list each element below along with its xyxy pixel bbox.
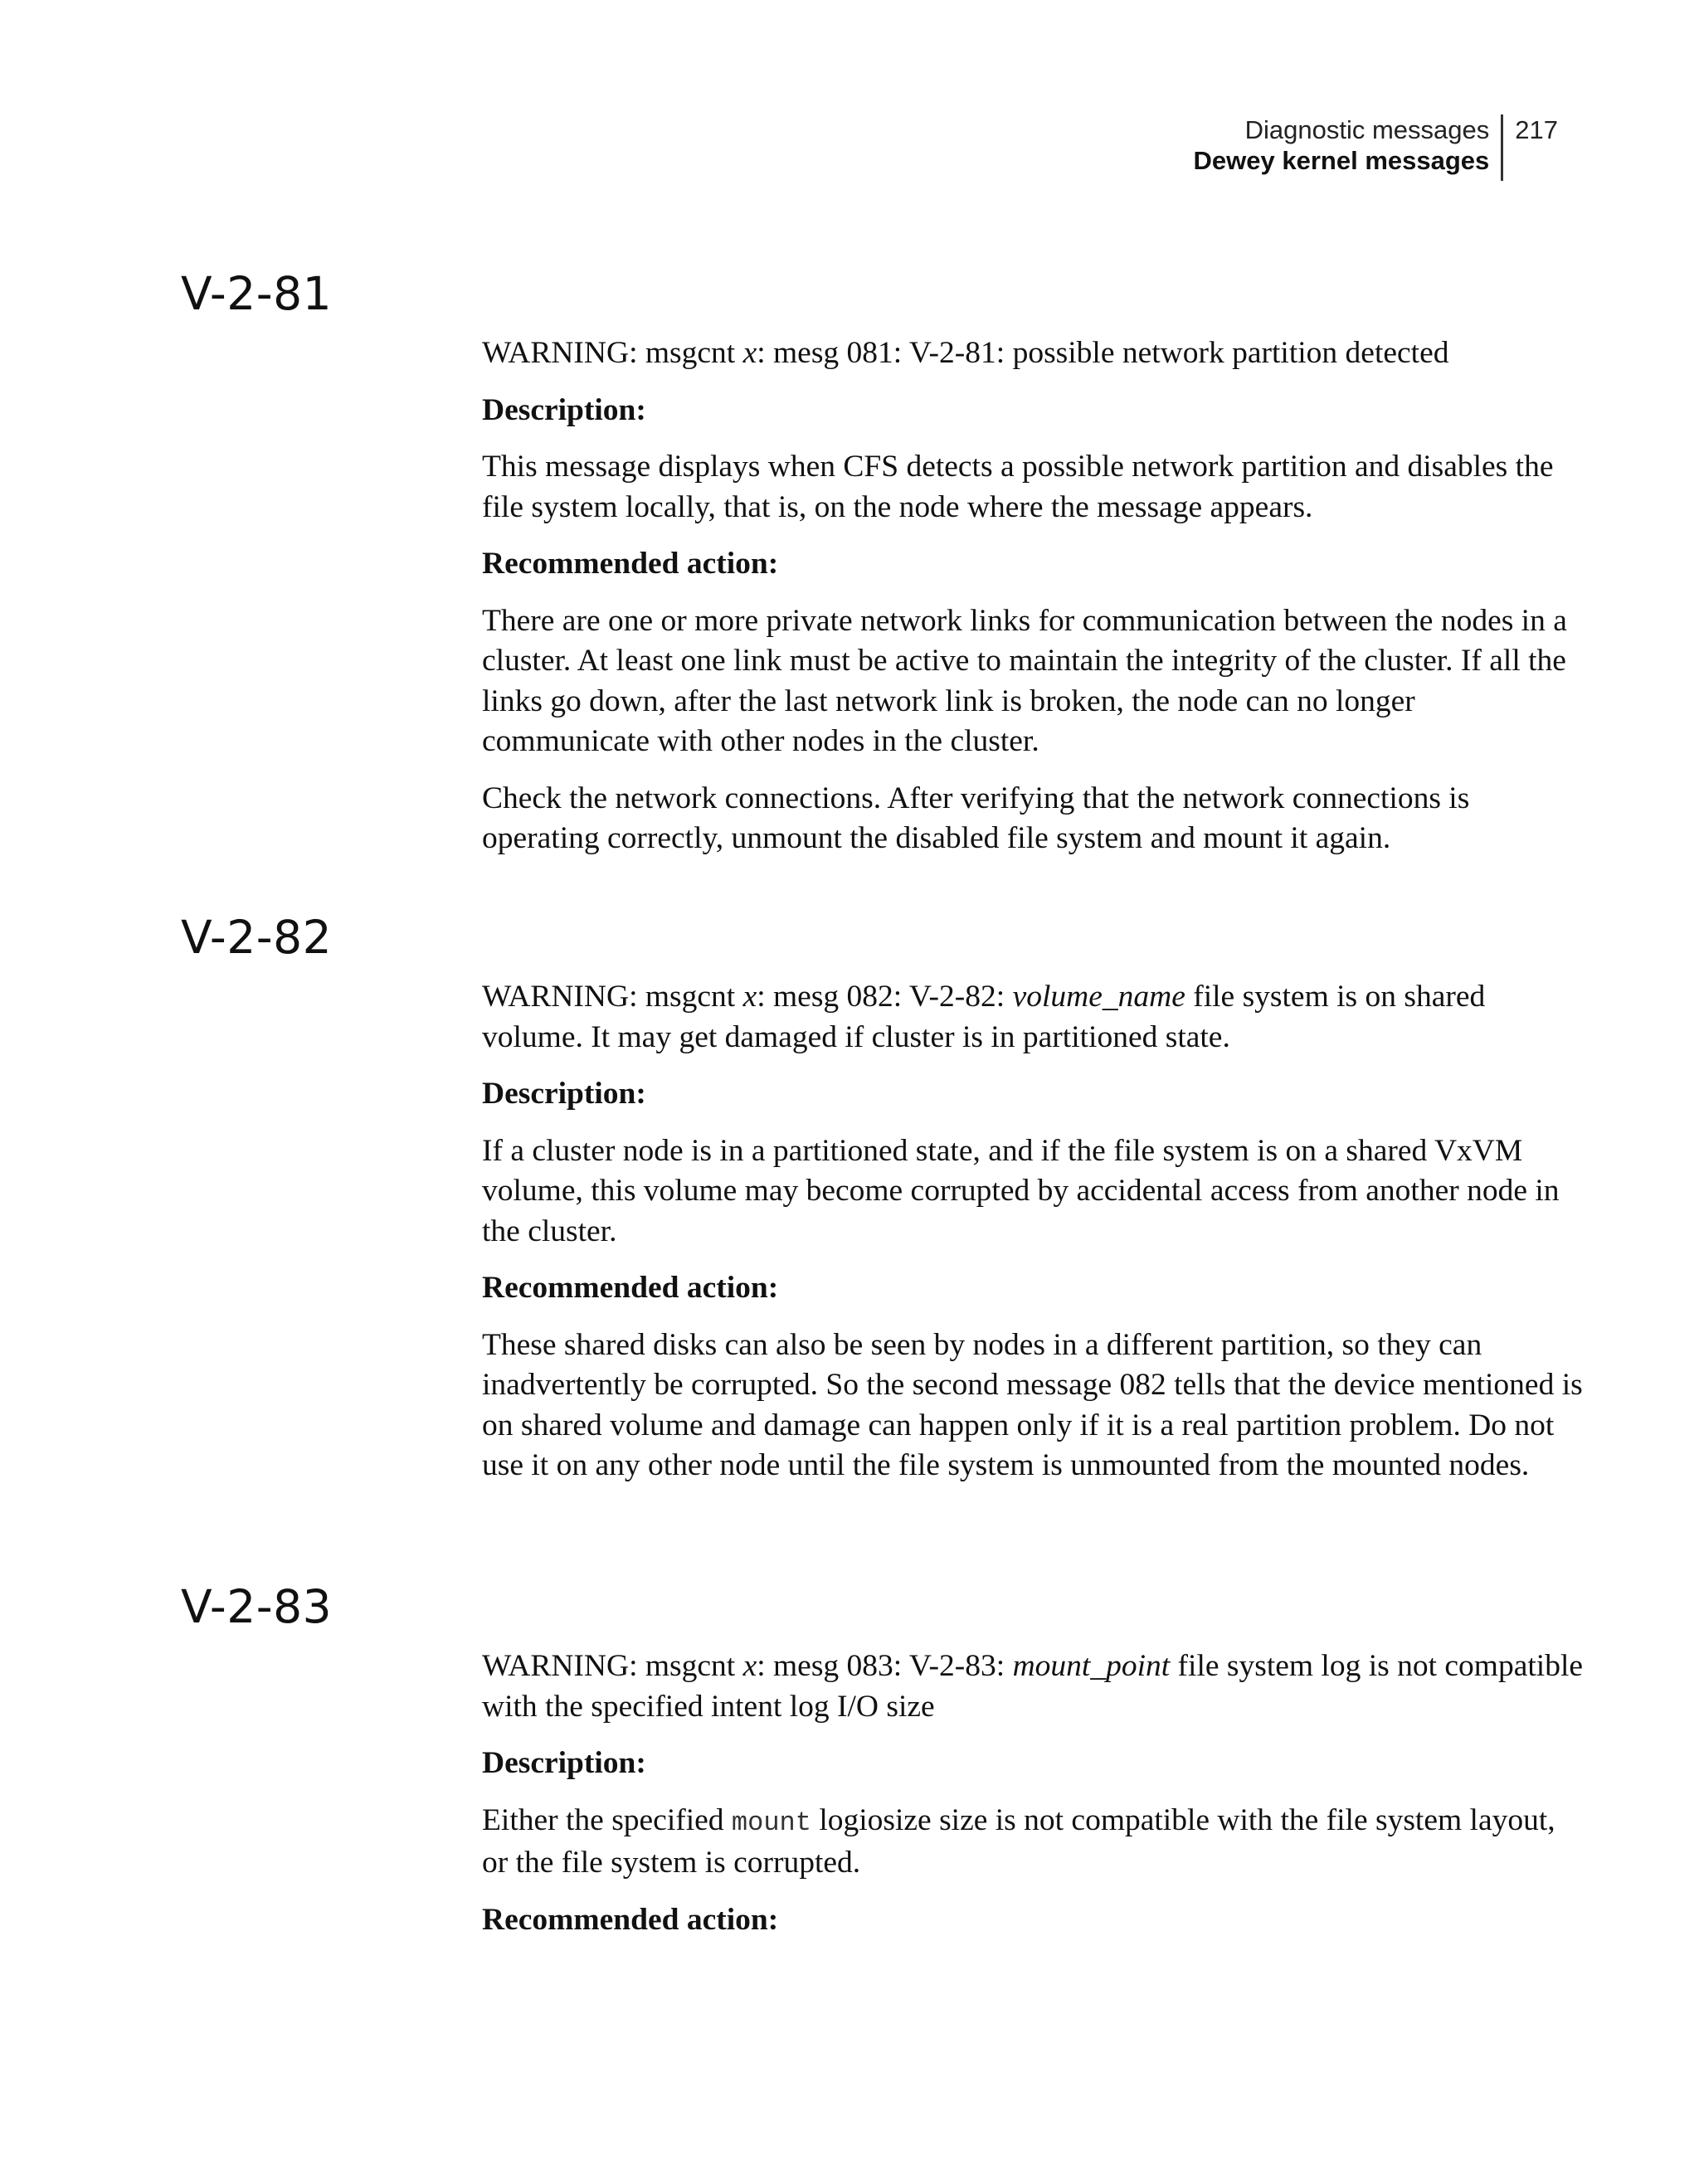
running-header <box>1194 114 1558 181</box>
description-text-part: logiosize size is not compatible with the file system layout, or the file system is corrupted. <box>482 1802 1555 1880</box>
warning-message <box>482 1647 1585 1727</box>
header-chapter-title: Diagnostic messages <box>1244 115 1490 144</box>
description-text: This message displays when CFS detects a possible network partition and disables the file system locally, that is, on the node where the message appears. <box>482 450 1554 524</box>
description-label: Description: <box>482 1746 646 1780</box>
message-prefix: WARNING: msgcnt <box>482 980 743 1014</box>
message-text: : mesg 082: V-2-82: <box>757 980 1013 1014</box>
inline-code: mount <box>731 1807 811 1838</box>
recommended-action-text: Check the network connections. After verifying that the network connections is operating correctly, unmount the disabled file system and mount it again. <box>482 781 1470 855</box>
recommended-action-label: Recommended action: <box>482 547 779 581</box>
header-titles <box>1194 114 1504 181</box>
section-heading-v-2-82: V-2-82 <box>181 911 333 964</box>
message-variable: x <box>742 1649 757 1683</box>
recommended-action-label: Recommended action: <box>482 1271 779 1305</box>
section-body-v-2-82 <box>482 977 1585 1503</box>
header-section-title: Dewey kernel messages <box>1193 146 1490 175</box>
message-variable: mount_point <box>1012 1649 1171 1683</box>
section-body-v-2-83 <box>482 1647 1585 1957</box>
description-label: Description: <box>482 1077 646 1111</box>
message-variable: x <box>742 336 757 370</box>
description-text-part: Either the specified <box>482 1802 732 1837</box>
recommended-action-text: There are one or more private network links for communication between the nodes in a cluster. At least one link must be active to maintain the integrity of the cluster. If all the links go down, after the last network link is broken, the node can no longer communicate with other nodes in the cluster. <box>482 603 1567 758</box>
message-prefix: WARNING: msgcnt <box>482 1649 743 1683</box>
message-text: file system is on shared volume. It may get damaged if cluster is in partitioned state. <box>482 980 1486 1054</box>
message-prefix: WARNING: msgcnt <box>482 336 743 370</box>
message-text: : mesg 081: V-2-81: possible network partition detected <box>757 336 1449 370</box>
description-label: Description: <box>482 392 646 427</box>
page-number: 217 <box>1515 115 1558 144</box>
section-heading-v-2-83: V-2-83 <box>181 1580 333 1633</box>
recommended-action-text: These shared disks can also be seen by nodes in a different partition, so they can inadvertently be corrupted. So the second message 082 tells that the device mentioned is on shared volume and damage can happen only if it is a real partition problem. Do not use it on any other node until the file system is unmounted from the mounted nodes. <box>482 1327 1583 1482</box>
warning-message <box>482 333 1585 374</box>
section-body-v-2-81 <box>482 333 1585 876</box>
message-text: file system log is not compatible with the specified intent log I/O size <box>482 1649 1584 1724</box>
message-variable: x <box>742 980 757 1014</box>
description-text <box>482 1801 1585 1884</box>
message-text: : mesg 083: V-2-83: <box>757 1649 1013 1683</box>
recommended-action-label: Recommended action: <box>482 1902 779 1937</box>
section-heading-v-2-81: V-2-81 <box>181 267 333 320</box>
description-text: If a cluster node is in a partitioned state, and if the file system is on a shared VxVM volume, this volume may become corrupted by accidental access from another node in the cluster. <box>482 1133 1560 1248</box>
message-variable: volume_name <box>1012 980 1185 1014</box>
warning-message <box>482 977 1585 1058</box>
